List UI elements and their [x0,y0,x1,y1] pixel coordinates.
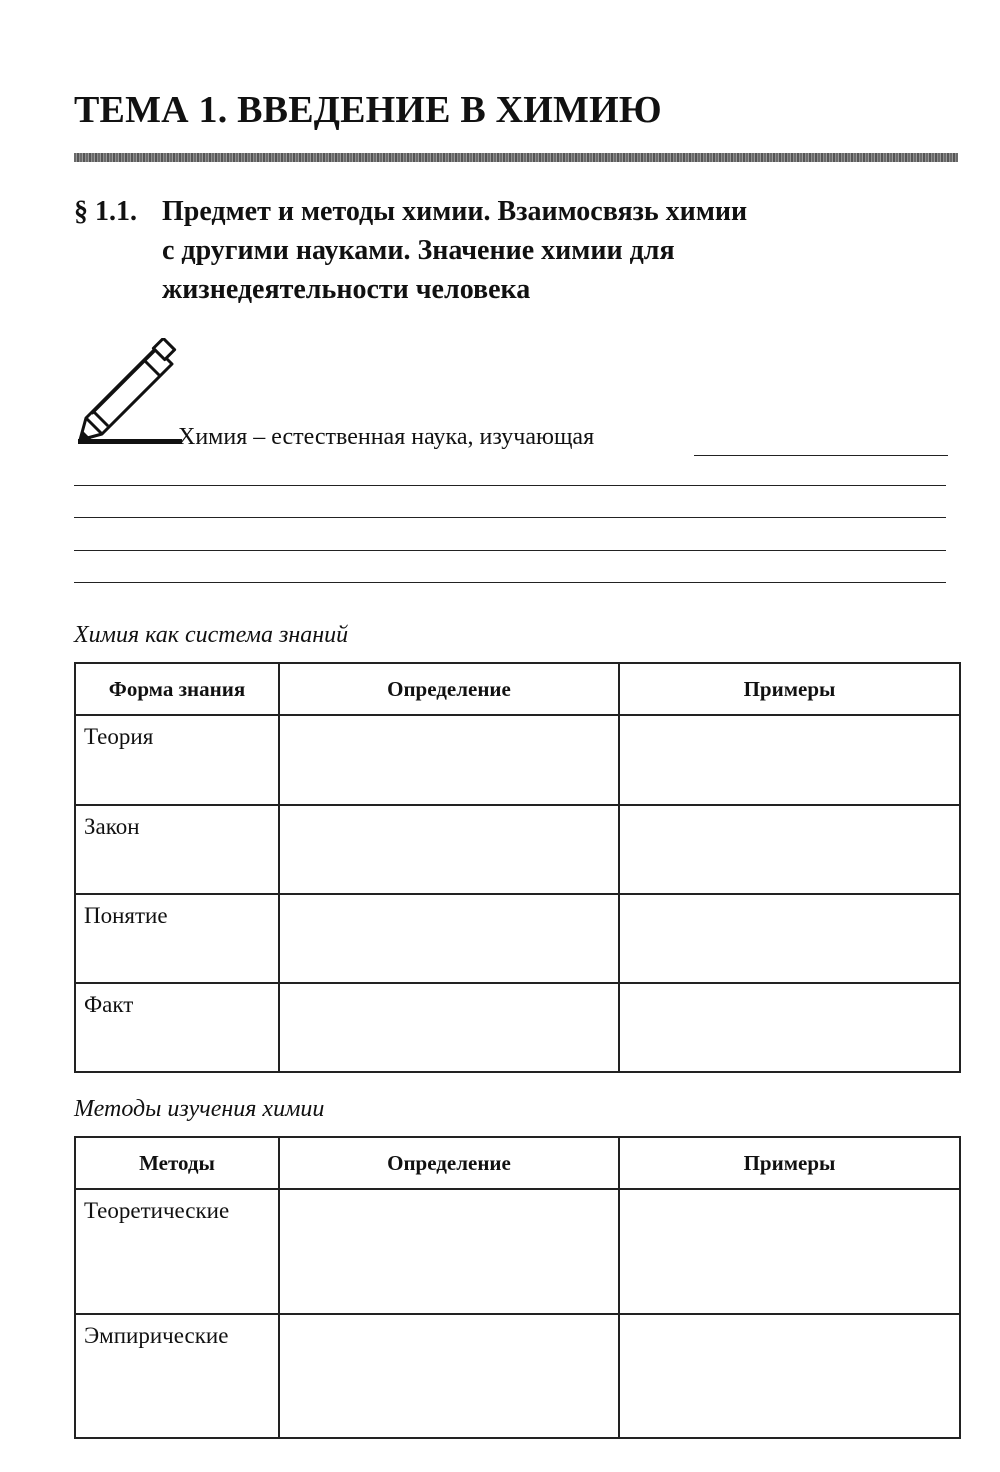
row-label: Теория [75,715,279,805]
title-divider [74,153,958,162]
answer-line[interactable] [74,550,946,551]
answer-line[interactable] [74,485,946,486]
column-header: Форма знания [75,663,279,715]
definition-cell[interactable] [279,715,619,805]
section-title-line: с другими науками. Значение химии для [162,235,675,266]
definition-cell[interactable] [279,983,619,1072]
pencil-icon [72,338,182,448]
row-label: Закон [75,805,279,894]
table-row [75,715,960,805]
row-label: Эмпирические [75,1314,279,1438]
table-header-row [75,663,960,715]
methods-table [74,1136,961,1439]
column-header: Методы [75,1137,279,1189]
table-row [75,1314,960,1438]
table-row [75,894,960,983]
answer-line[interactable] [74,517,946,518]
row-label: Понятие [75,894,279,983]
knowledge-table [74,662,961,1073]
topic-title: ТЕМА 1. ВВЕДЕНИЕ В ХИМИЮ [74,89,662,131]
section-number: § 1.1. [74,196,137,227]
table-header-row [75,1137,960,1189]
examples-cell[interactable] [619,805,960,894]
examples-cell[interactable] [619,1314,960,1438]
definition-cell[interactable] [279,894,619,983]
column-header: Определение [279,663,619,715]
definition-prompt: Химия – естественная наука, изучающая [178,424,595,450]
answer-line[interactable] [74,582,946,583]
examples-cell[interactable] [619,894,960,983]
answer-line[interactable] [694,455,948,456]
definition-cell[interactable] [279,1314,619,1438]
examples-cell[interactable] [619,715,960,805]
row-label: Теоретические [75,1189,279,1314]
table-row [75,983,960,1072]
table-row [75,1189,960,1314]
examples-cell[interactable] [619,983,960,1072]
column-header: Примеры [619,1137,960,1189]
column-header: Определение [279,1137,619,1189]
section-title-line: Предмет и методы химии. Взаимосвязь химии [162,196,748,227]
section-title-line: жизнедеятельности человека [162,274,531,305]
definition-cell[interactable] [279,805,619,894]
column-header: Примеры [619,663,960,715]
section-title [162,192,922,309]
table-row [75,805,960,894]
table2-caption: Методы изучения химии [74,1096,325,1122]
table1-caption: Химия как система знаний [74,622,349,648]
examples-cell[interactable] [619,1189,960,1314]
row-label: Факт [75,983,279,1072]
definition-cell[interactable] [279,1189,619,1314]
